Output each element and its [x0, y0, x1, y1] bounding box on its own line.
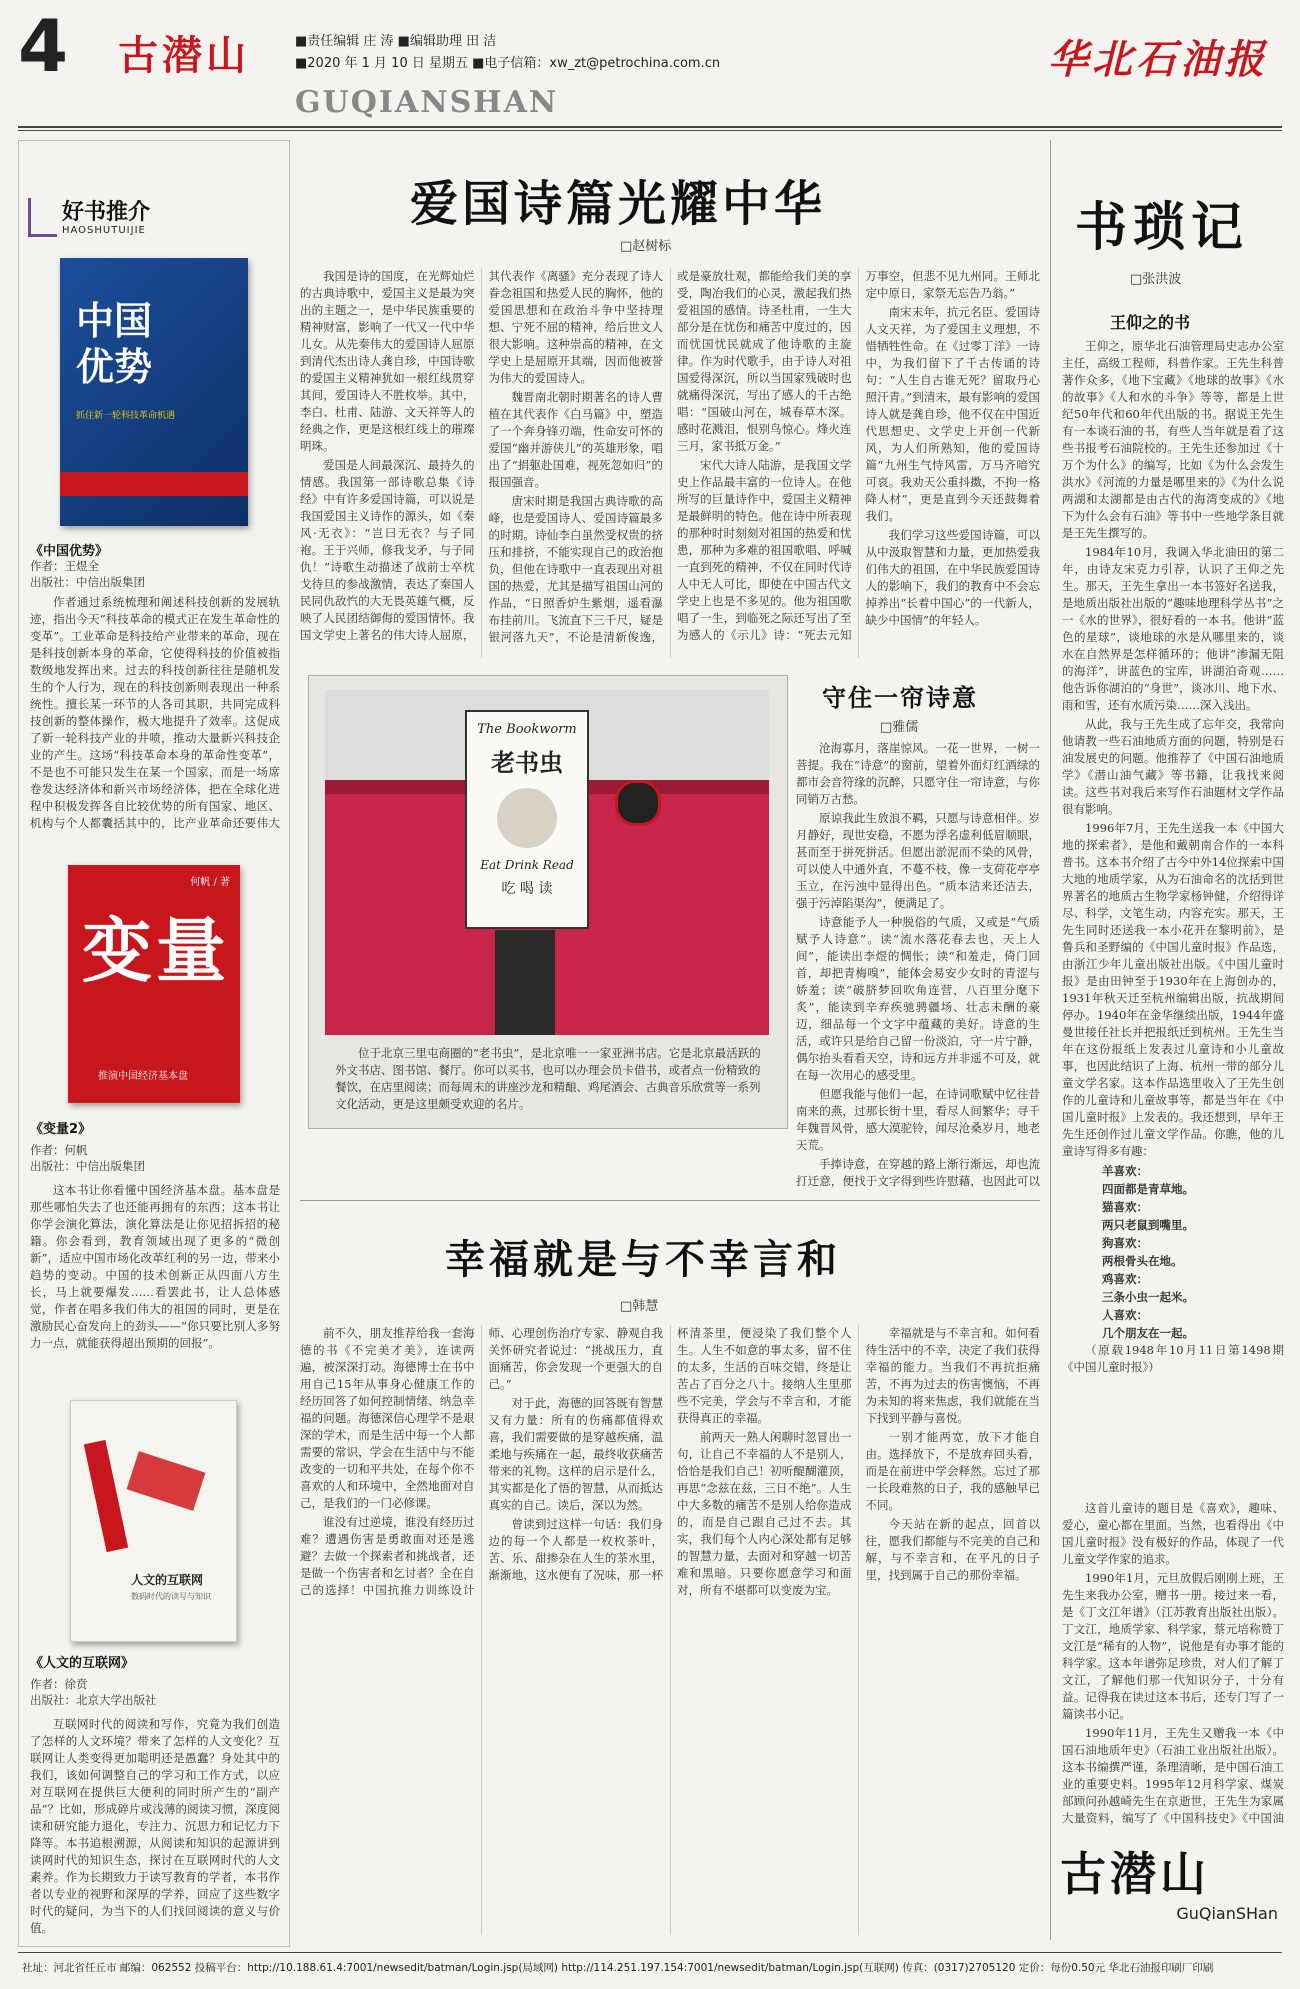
cover-subtitle: 数码时代的读写与知识 [131, 1592, 211, 1601]
editor-line: ■责任编辑 庄 涛 ■编辑助理 田 洁 [295, 34, 497, 49]
book-cover-zhongguo-youshi [60, 258, 248, 526]
footer-info: 社址：河北省任丘市 邮编：062552 投稿平台：http://10.188.61.4:7001/newsedit/batman/Login.jsp(局域网) http://114.251.197.154:7001/newsedit/batman/Login.jsp(互联网) 传真：(0317)2705120 定价：每份0.50元 华北石油报印刷厂印刷 [22, 1962, 1214, 1974]
cover-subtitle: 抓住新一轮科技革命机遇 [76, 411, 176, 421]
main-article-byline: □赵树标 [620, 239, 672, 254]
book-publisher: 出版社：中信出版集团 [30, 1159, 145, 1173]
book-cover-bianliang [68, 865, 240, 1103]
cover-author: 何帆 / 著 [190, 877, 230, 888]
right-column-subtitle: 王仰之的书 [1110, 313, 1191, 332]
poem-article-title: 守住一帘诗意 [822, 684, 978, 712]
cover-band [60, 472, 248, 496]
right-column-body-b: 这首儿童诗的题目是《喜欢》，趣味、爱心，童心都在里面。当然，也看得出《中国儿童时报》没有极好的作品，体现了一代儿童文学作家的追求。 1990年1月，元旦放假后刚刚上班，王先生来我办公室，赠书一册。接过来一看，是《丁文江年谱》（江苏教育出版社出版）。丁文江，地质学家、科学家，蔡元培称赞丁文江是“稀有的人物”，说他是有办事才能的科学家。这本年谱弥足珍贵，对人们了解丁文江，了解他们那一代知识分子，十分有益。记得我在读过这本书后，还专门写了一篇读书小记。 1990年11月，王先生又赠我一本《中国石油地质年史》（石油工业出版社出版）。这本书编撰严谨，条理清晰，是中国石油工业的重要史料。1995年12月科学家、煤炭部顾问孙越崎先生在京逝世，王先生为家属大量资料，编写了《中国科技史》《中国油 [1062, 1501, 1284, 1825]
right-column-body-a: 王仰之，原华北石油管理局史志办公室主任，高级工程师，科普作家。王先生科普著作众多，《地下宝藏》《地球的故事》《水的故事》《人和水的斗争》等等，都是上世纪50年代和60年代出版的书。据说王先生有一本谈石油的书，有些人当年就是看了这些书报考石油院校的。王先生还参加过《十万个为什么》的编写，比如《为什么会发生洪水》《河流的力量是哪里来的》《为什么说两湖和太湖都是由古代的海湾变成的》《地下为什么会有石油》等书中一些地学条目就是王先生撰写的。 1984年10月，我调入华北油田的第二年，由诗友宋克力引荐，认识了王仰之先生。那天，王先生拿出一本书签好名送我，是地质出版社出版的“趣味地理科学丛书”之一《水的世界》，很好看的一本书。他讲“蓝色的星球”，谈地球的水是从哪里来的，谈水在自然界是怎样循环的；他讲“渗漏无阻的海洋”，讲蓝色的宝库，讲湖泊奇观……他告诉你湖泊的“身世”，谈冰川、地下水、雨和雪，还有水质污染……深入浅出。 从此，我与王先生成了忘年交，我常向他请教一些石油地质方面的问题，特别是石油发展史的问题。他推荐了《中国石油地质学》《潜山油气藏》等书籍，让我找来阅读。这些书对我后来写作石油题材文学作品很有影响。 1996年7月，王先生送我一本《中国大地的探索者》，是他和戴朝南合作的一本科普书。这本书介绍了古今中外14位探索中国大地的地质学家，从为石油命名的沈括到世界著名的地质古生物学家杨钟健，介绍得详尽、科学，文笔生动，内容充实。那天，王先生同时还送我一本小花开在黎明前》，是鲁兵和圣野编的《中国儿童时报》作品选，由浙江少年儿童出版社出版。《中国儿童时报》是由田钟至于1930年在上海创办的，1931年秋天迁至杭州编辑出版，抗战期间停办。1940年在金华继续出版，1944年盛曼世接任社长并把报纸迁到杭州。王先生当年在这份报纸上发表过儿童诗和小儿童故事，也因此结识了上海、杭州一带的部分儿童文学名家。这本作品选里收入了王先生创作的儿童诗和儿童故事等，都是当年在《中国儿童时报》上发表的。我还想到，早年王先生还创作过儿童文学作品。你瞧，他的儿童诗写得多有趣： 羊喜欢： 四面都是青草地。 猫喜欢： 两只老鼠到嘴里。 狗喜欢： 两根骨头在地。 鸡喜欢： 三条小虫一起米。 人喜欢： 几个朋友在一起。 （原载1948年10月11日第1498期《中国儿童时报》） [1062, 339, 1284, 1374]
logo-text: 古潜山 [1060, 1847, 1210, 1901]
masthead-logo: 华北石油报 [1048, 36, 1268, 83]
sign-english: The Bookworm [477, 722, 577, 737]
header-rule [18, 126, 1282, 128]
cover-graphic [84, 1440, 128, 1552]
cover-title: 人文的互联网 [131, 1573, 204, 1587]
section-pinyin: GUQIANSHAN [295, 85, 559, 120]
footer-rule [18, 1952, 1282, 1953]
main-article-title: 爱国诗篇光耀中华 [410, 176, 827, 232]
cover-title: 中国优势 [76, 299, 153, 389]
section-divider [300, 1200, 1040, 1201]
sign-slogan-cn: 吃 喝 读 [501, 881, 553, 897]
section-title: 古潜山 [118, 33, 250, 79]
book-icon [28, 198, 57, 237]
poem-article-body: 沧海寡月，落崖惊风。一花一世界，一树一菩提。我在“诗意”的窗前，望着外面灯红酒绿的都市会音符缘的沉醉，只愿守住一帘诗意，与你同销万古愁。 原谅我此生放浪不羁，只愿与诗意相伴。岁月静好，现世安稳，不愿为浮名虚利低眉顺眼，甚而至于拼死拼活。但愿出淤泥而不染的风骨，可以使人中通外直，不蔓不枝，像一支荷花亭亭玉立，在污浊中显得出色。“质本洁来还洁去，强于污淖陷渠沟”，便满足了。 诗意能予人一种脱俗的气质，又或是“气质赋予人诗意”。读“流水落花春去也，天上人间”，能读出李煜的惆怅；读“和羞走，倚门回首，却把青梅嗅”，能体会易安少女时的青涩与娇羞；读“破脐梦回吹角连营，八百里分麾下炙”，能读到辛弃疾驰骋疆场、壮志未酬的豪迈，细品每一个文字中蕴藏的美好。诗意的生活，或许只是给自己留一份淡泊，守一片宁静，偶尔抬头看看天空，诗和远方并非遥不可及，就在每一次用心的感受里。 但愿我能与他们一起，在诗词歌赋中忆往昔南来的燕，过那长街十里，看尽人间繁华；寻千年魏晋风骨，感大漠驼铃，闻尽沧桑岁月，地老天荒。 手捧诗意，在穿越的路上渐行渐远，却也流打迁意，便找于文字得到些许慰藉，也因此可以 [796, 741, 1040, 1188]
bookworm-mascot-icon [497, 788, 557, 848]
book-cover-renwen-hulianwang [70, 1400, 237, 1642]
bookworm-photo [325, 690, 769, 1035]
book-review: 互联网时代的阅读和写作，究竟为我们创造了怎样的人文环境？带来了怎样的人文变化？互联网让人类变得更加聪明还是愚蠢？身处其中的我们，该如何调整自己的学习和工作方式，以应对互联网在提供巨大便利的同时所产生的“副产品”？比如，形成碎片或浅薄的阅读习惯，深度阅读和研究能力退化，专注力、沉思力和记忆力下降等。本书追根溯源，从阅读和知识的起源讲到读网时代的知识生态，探讨在互联网时代的人文素养。作为长期致力于读写教育的学者，本书作者以专业的视野和深厚的学养，回应了这些数字时代的疑问，为当下的人们找回阅读的意义与价值。 [30, 1717, 280, 1935]
bookworm-sign [465, 710, 589, 929]
book-title: 《变量2》 [30, 1122, 92, 1137]
book-title: 《中国优势》 [30, 544, 109, 559]
badge-pinyin: HAOSHUTUIJIE [62, 225, 146, 236]
book-publisher: 出版社：北京大学出版社 [30, 1693, 157, 1707]
photo-door [495, 930, 555, 1035]
book-author: 作者：何帆 [30, 1143, 88, 1157]
photo-caption: 位于北京三里屯商圈的“老书虫”，是北京唯一一家亚洲书店。它是北京最活跃的外文书店、图书馆、餐厅。你可以买书，也可以办理会员卡借书，或者点一份精致的餐饮，在店里阅读；而每周末的讲座沙龙和精酿、鸡尾酒会、古典音乐欣赏等一系列文化活动，更是这里颇受欢迎的名片。 [335, 1046, 761, 1111]
book-author: 作者：徐贲 [30, 1677, 88, 1691]
cover-graphic [127, 1451, 206, 1511]
date-email-line: ■2020 年 1 月 10 日 星期五 ■电子信箱：xw_zt@petrochina.com.cn [295, 56, 721, 71]
happy-article-body: 前不久，朋友推荐给我一套海德的书《不完美才美》，连读两遍，被深深打动。海德博士在书中用自己15年从事身心健康工作的经历回答了如何控制情绪、纳急幸福的问题。海德深信心理学不是艰深的学术，而是生活中每一个人都需要的常识，学会在生活中与不能改变的一切和平共处，在每个你不喜欢的人和环境中，全然地面对自己，是我们的一门必修课。 谁没有过逆境，谁没有经历过难？遭遇伤害是勇敢面对还是逃避？去做一个探索者和挑战者，还是做一个伤害者和乞讨者？全在自己的选择！中国抗推力训练设计师、心理创伤治疗专家、静观自我关怀研究者说过：“挑战压力，直面痛苦，你会发现一个更强大的自己。” 对于此，海德的回答既有智慧又有力量：所有的伤痛都值得欢喜，我们需要做的是穿越疾痛，温柔地与疾痛在一起，最终收获痛苦带来的礼物。这样的启示是什么，其实都是化了悟的智慧，从而抵达真实的自己。读后，深以为然。 曾读到过这样一句话：我们身边的每一个人都是一枚枚茶叶，苦、乐、甜掺杂在人生的茶水里，渐渐地，这水便有了况味，那一杯杯清茶里，便浸染了我们整个人生。人生不如意的事太多，留不住的太多，生活的百味交错，终是让苦占了百分之八十。接纳人生里那些不完美，学会与不幸言和，才能获得真正的幸福。 前两天一熟人闲聊时忽冒出一句，让自己不幸福的人不是别人，恰恰是我们自己！初听醍醐灌顶，再思“念兹在兹，三日不绝”。人生中大多数的痛苦不是别人给你造成的，而是自己跟自己过不去。其实，我们每个人内心深处都有足够的智慧力量，去面对和穿越一切苦难和黑暗。只要你愿意学习和面对，所有不堪都可以变废为宝。 幸福就是与不幸言和。如何看待生活中的不幸，决定了我们获得幸福的能力。当我们不再抗拒痛苦，不再为过去的伤害懊恼，不再为未知的将来焦虑，我们就能在当下找到平静与喜悦。 一别才能两宽，放下才能自由。选择放下，不是放弃回头看，而是在前进中学会释然。忘过了那一长段难熬的日子，我的感触早已不同。 今天站在新的起点，回首以往，愿我们都能与不完美的自己和解，与不幸言和，在平凡的日子里，找到属于自己的那份幸福。 [300, 1326, 1040, 1597]
badge-title: 好书推介 [62, 200, 151, 225]
sign-chinese: 老书虫 [491, 748, 563, 777]
main-article-body: 我国是诗的国度，在光辉灿烂的古典诗歌中，爱国主义是最为突出的主题之一，是中华民族重要的精神财富，影响了一代又一代中华儿女。从先秦伟大的爱国诗人屈原到清代杰出诗人龚自珍，中国诗歌的爱国主义精神犹如一根红线贯穿其间，爱国诗人不胜枚举。其中，李白、杜甫、陆游、文天祥等人的经典之作，更是这根红线上的璀璨明珠。 爱国是人间最深沉、最持久的情感。我国第一部诗歌总集《诗经》中有许多爱国诗篇，可以说是我国爱国主义诗作的源头，如《秦风·无衣》：“岂曰无衣？与子同袍。王于兴师，修我戈矛，与子同仇！”诗歌生动描述了战前士卒枕戈待旦的参战激情，表达了秦国人民同仇敌忾的大无畏英雄气概，反映了人民团结御侮的爱国情怀。我国文学史上著名的伟大诗人屈原，其代表作《离骚》充分表现了诗人眷念祖国和热爱人民的胸怀，他的爱国思想和在政治斗争中坚持理想、宁死不屈的精神，给后世文人很大影响。这种崇高的精神，在文学史上是屈原开其端，因而他被誉为伟大的爱国诗人。 魏晋南北朝时期著名的诗人曹植在其代表作《白马篇》中，塑造了一个奔身锋刃端，性命安可怀的爱国“幽并游侠儿”的英雄形象，唱出了“捐躯赴国难，视死忽如归”的报国强音。 唐宋时期是我国古典诗歌的高峰，也是爱国诗人、爱国诗篇最多的时期。诗仙李白虽然受权贵的挤压和排挤，不能实现自己的政治抱负，但他在诗歌中一直表现出对祖国的热爱，尤其是描写祖国山河的作品，“日照香炉生紫烟，遥看瀑布挂前川。飞流直下三千尺，疑是银河落九天”，不论是清新俊逸，或是豪放壮观，都能给我们美的享受，陶冶我们的心灵，激起我们热爱祖国的感情。诗圣杜甫，一生大部分是在忧伤和痛苦中度过的，因而忧国忧民就成了他诗歌的主旋律。作为时代歌手，由于诗人对祖国爱得深沉，所以当国家残破时也就痛得深沉，写出了感人的千古绝唱：“国破山河在，城春草木深。感时花溅泪，恨别鸟惊心。烽火连三月，家书抵万金。” 宋代大诗人陆游，是我国文学史上作品最丰富的一位诗人。在他所写的巨量诗作中，爱国主义精神是最鲜明的特色。他在诗中所表现的那种时时刻刻对祖国的热爱和忧患，那种为多难的祖国歌唱、呼喊一直到死的精神，不仅在同时代诗人中无人可比，即使在中国古代文学史上也是不多见的。他为祖国歌唱了一生，到临死之际还写出了至为感人的《示儿》诗：“死去元知万事空，但悲不见九州同。王师北定中原日，家祭无忘告乃翁。” 南宋末年，抗元名臣、爱国诗人文天祥，为了爱国主义理想，不惜牺牲性命。在《过零丁洋》一诗中，为我们留下了千古传诵的诗句：“人生自古谁无死？留取丹心照汗青。”到清末，最有影响的爱国诗人就是龚自珍，他不仅在中国近代思想史、文学史上开创一代新风，为人们所熟知，他的爱国诗篇“九州生气恃风雷，万马齐喑究可哀。我劝天公重抖擞，不拘一格降人材”，更是直到今天还鼓舞着我们。 我们学习这些爱国诗篇，可以从中汲取智慧和力量，更加热爱我们伟大的祖国，在中华民族爱国诗人的影响下，我们的教育中不会忘掉养出“长着中国心”的一代新人，缺少中国情”的年轻人。 [300, 269, 1040, 644]
guqianshan-logo [1060, 1838, 1288, 1938]
right-column-byline: □张洪波 [1130, 272, 1182, 287]
beer-sign-icon [615, 780, 661, 826]
children-poem: 羊喜欢： 四面都是青草地。 猫喜欢： 两只老鼠到嘴里。 狗喜欢： 两根骨头在地。 鸡喜欢： 三条小虫一起米。 人喜欢： 几个朋友在一起。 [1102, 1164, 1194, 1340]
happy-article-title: 幸福就是与不幸言和 [445, 1237, 841, 1283]
logo-pinyin: GuQianSHan [1176, 1904, 1278, 1923]
cover-subtitle: 推演中国经济基本盘 [98, 1071, 188, 1082]
column-divider [1050, 140, 1051, 1940]
book-publisher: 出版社：中信出版集团 [30, 575, 145, 589]
page-number: 4 [18, 4, 69, 88]
sign-slogan: Eat Drink Read [480, 858, 574, 872]
book-author: 作者：王煜全 [30, 559, 99, 573]
right-column-title: 书琐记 [1075, 198, 1250, 258]
book-review: 这本书让你看懂中国经济基本盘。基本盘是那些哪怕失去了也还能再拥有的东西；这本书让你学会演化算法，演化算法是让你见招拆招的秘籍。你会看到，教育领域出现了更多的“微创新”，适应中国市场化改革红利的另一边，带来小趋势的变动。中国的技术创新正从四面八方生长，马上就要爆发……看罢此书，让人总体感觉，作者在唱多我们伟大的祖国的同时，更是在激励民心奋发向上的劲头——“你只要比别人多努力一点，就能获得超出预期的回报”。 [30, 1183, 280, 1350]
book-review: 作者通过系统梳理和阐述科技创新的发展轨迹，指出今天“科技革命的模式正在发生革命性的变革”。工业革命是科技给产业带来的革命，现在是科技创新本身的革命，它使得科技的价值被指数级地发挥出来。过去的科技创新往往是随机发生的个人行为，现在的科技创新则表现出一种系统性。擅长某一环节的人各司其职，共同完成科技创新的整体操作，极大地提升了效率。这促成了新一轮科技产业的井喷，推动大量新兴科技企业的产生。这场“科技革命本身的革命性变革”，不是也不可能只发生在某一个国家，而是一场席卷发达经济体和新兴市场经济体，把在全球化进程中积极发挥各自比较优势的所有国家、地区、机构与个人都囊括其中的，比产业革命还要伟大 [30, 595, 280, 830]
header-rule-thin [18, 130, 1282, 131]
happy-article-byline: □韩慧 [620, 1299, 659, 1314]
book-title: 《人文的互联网》 [30, 1656, 135, 1671]
poem-article-byline: □雅儒 [880, 720, 919, 735]
cover-title: 变量 [82, 910, 230, 992]
